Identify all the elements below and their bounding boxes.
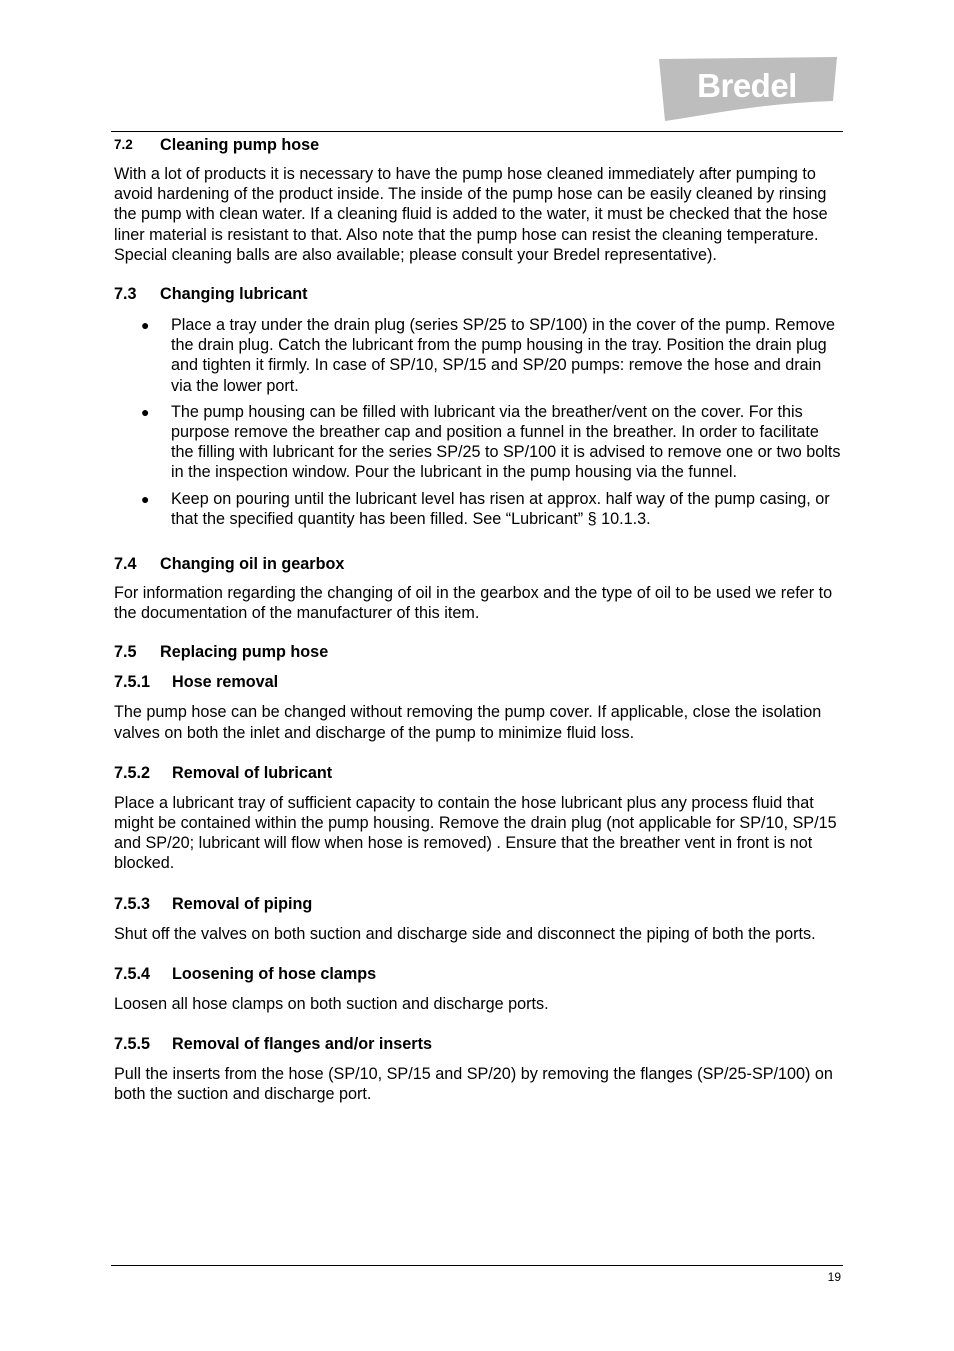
section-heading-7-5 (114, 642, 842, 662)
section-heading-7-2 (114, 135, 842, 155)
lubricant-steps-list (114, 315, 842, 529)
section-heading-7-5-1 (114, 672, 842, 692)
section-heading-7-5-5 (114, 1034, 842, 1054)
section-heading-7-5-2 (114, 763, 842, 783)
page-number: 19 (827, 1270, 841, 1284)
section-body-7-5-4: Loosen all hose clamps on both suction and discharge ports. (114, 994, 549, 1013)
section-body-7-4: For information regarding the changing of oil in the gearbox and the type of oil to be used we refer to the documentation of the manufacturer of this item. (114, 584, 833, 623)
section-title: Hose removal (172, 673, 279, 692)
section-title: Cleaning pump hose (160, 136, 320, 154)
bredel-logo (655, 55, 839, 121)
section-body-7-5-2: Place a lubricant tray of sufficient capacity to contain the hose lubricant plus any process fluid that might be contained within the pump housing. Remove the drain plug (not applicable for SP/10, SP/15 and SP/20; lubricant will flow when hose is removed) . Ensure that the breather vent in front is not blocked. (114, 793, 837, 873)
section-number: 7.5.1 (114, 673, 151, 692)
section-number: 7.4 (114, 555, 137, 574)
section-title: Loosening of hose clamps (172, 964, 377, 983)
list-item: ● Keep on pouring until the lubricant level has risen at approx. half way of the pump casing, or that the specified quantity has been filled. See “Lubricant” § 10.1.3. (141, 489, 830, 528)
section-number: 7.5.3 (114, 894, 151, 913)
section-number: 7.5.2 (114, 763, 151, 782)
section-title: Removal of lubricant (172, 763, 333, 782)
bullet-icon: ● (141, 490, 150, 507)
section-heading-7-3 (114, 284, 842, 304)
header-rule (111, 131, 843, 132)
section-body-7-5-3: Shut off the valves on both suction and discharge side and disconnect the piping of both the ports. (114, 924, 816, 943)
list-item: ● The pump housing can be filled with lubricant via the breather/vent on the cover. For this purpose remove the breather cap and position a funnel in the breather. In order to facilitate the filling with lubricant for the series SP/25 to SP/100 it is advised to remove one or two bolts in the inspection window. Pour the lubricant in the pump housing via the funnel. (141, 402, 841, 482)
section-number: 7.5.4 (114, 964, 151, 983)
section-body-7-2: With a lot of products it is necessary to have the pump hose cleaned immediately after pumping to avoid hardening of the product inside. The inside of the pump hose can be easily cleaned by rinsing the pump with clean water. If a cleaning fluid is added to the water, it must be checked that the hose liner material is resistant to that. Also note that the pump hose can resist the cleaning temperature. Special cleaning balls are also available; please consult your Bredel representative). (114, 165, 828, 264)
section-body-7-5-5: Pull the inserts from the hose (SP/10, SP/15 and SP/20) by removing the flanges (SP/25-SP/100) on both the suction and discharge port. (114, 1065, 833, 1104)
section-title: Removal of piping (172, 894, 313, 913)
bullet-icon: ● (141, 403, 150, 420)
section-number: 7.2 (114, 137, 133, 152)
section-heading-7-5-3 (114, 894, 842, 914)
section-title: Replacing pump hose (160, 643, 329, 662)
section-title: Changing lubricant (160, 285, 308, 304)
section-number: 7.5 (114, 643, 137, 662)
section-heading-7-4 (114, 554, 842, 574)
section-body-7-5-1: The pump hose can be changed without removing the pump cover. If applicable, close the isolation valves on both the inlet and discharge of the pump to minimize fluid loss. (114, 703, 822, 742)
section-number: 7.3 (114, 285, 137, 304)
section-title: Removal of flanges and/or inserts (172, 1035, 432, 1054)
list-item: ● Place a tray under the drain plug (series SP/25 to SP/100) in the cover of the pump. Remove the drain plug. Catch the lubricant from the pump housing in the tray. Position the drain plug and tighten it firmly. In case of SP/10, SP/15 and SP/20 pumps: remove the hose and drain via the lower port. (141, 316, 836, 395)
section-heading-7-5-4 (114, 964, 842, 984)
logo-text: Bredel (697, 67, 797, 104)
bullet-icon: ● (141, 317, 150, 334)
section-title: Changing oil in gearbox (160, 555, 345, 574)
page-content (114, 133, 842, 1104)
section-number: 7.5.5 (114, 1035, 151, 1054)
footer-rule (111, 1265, 843, 1266)
